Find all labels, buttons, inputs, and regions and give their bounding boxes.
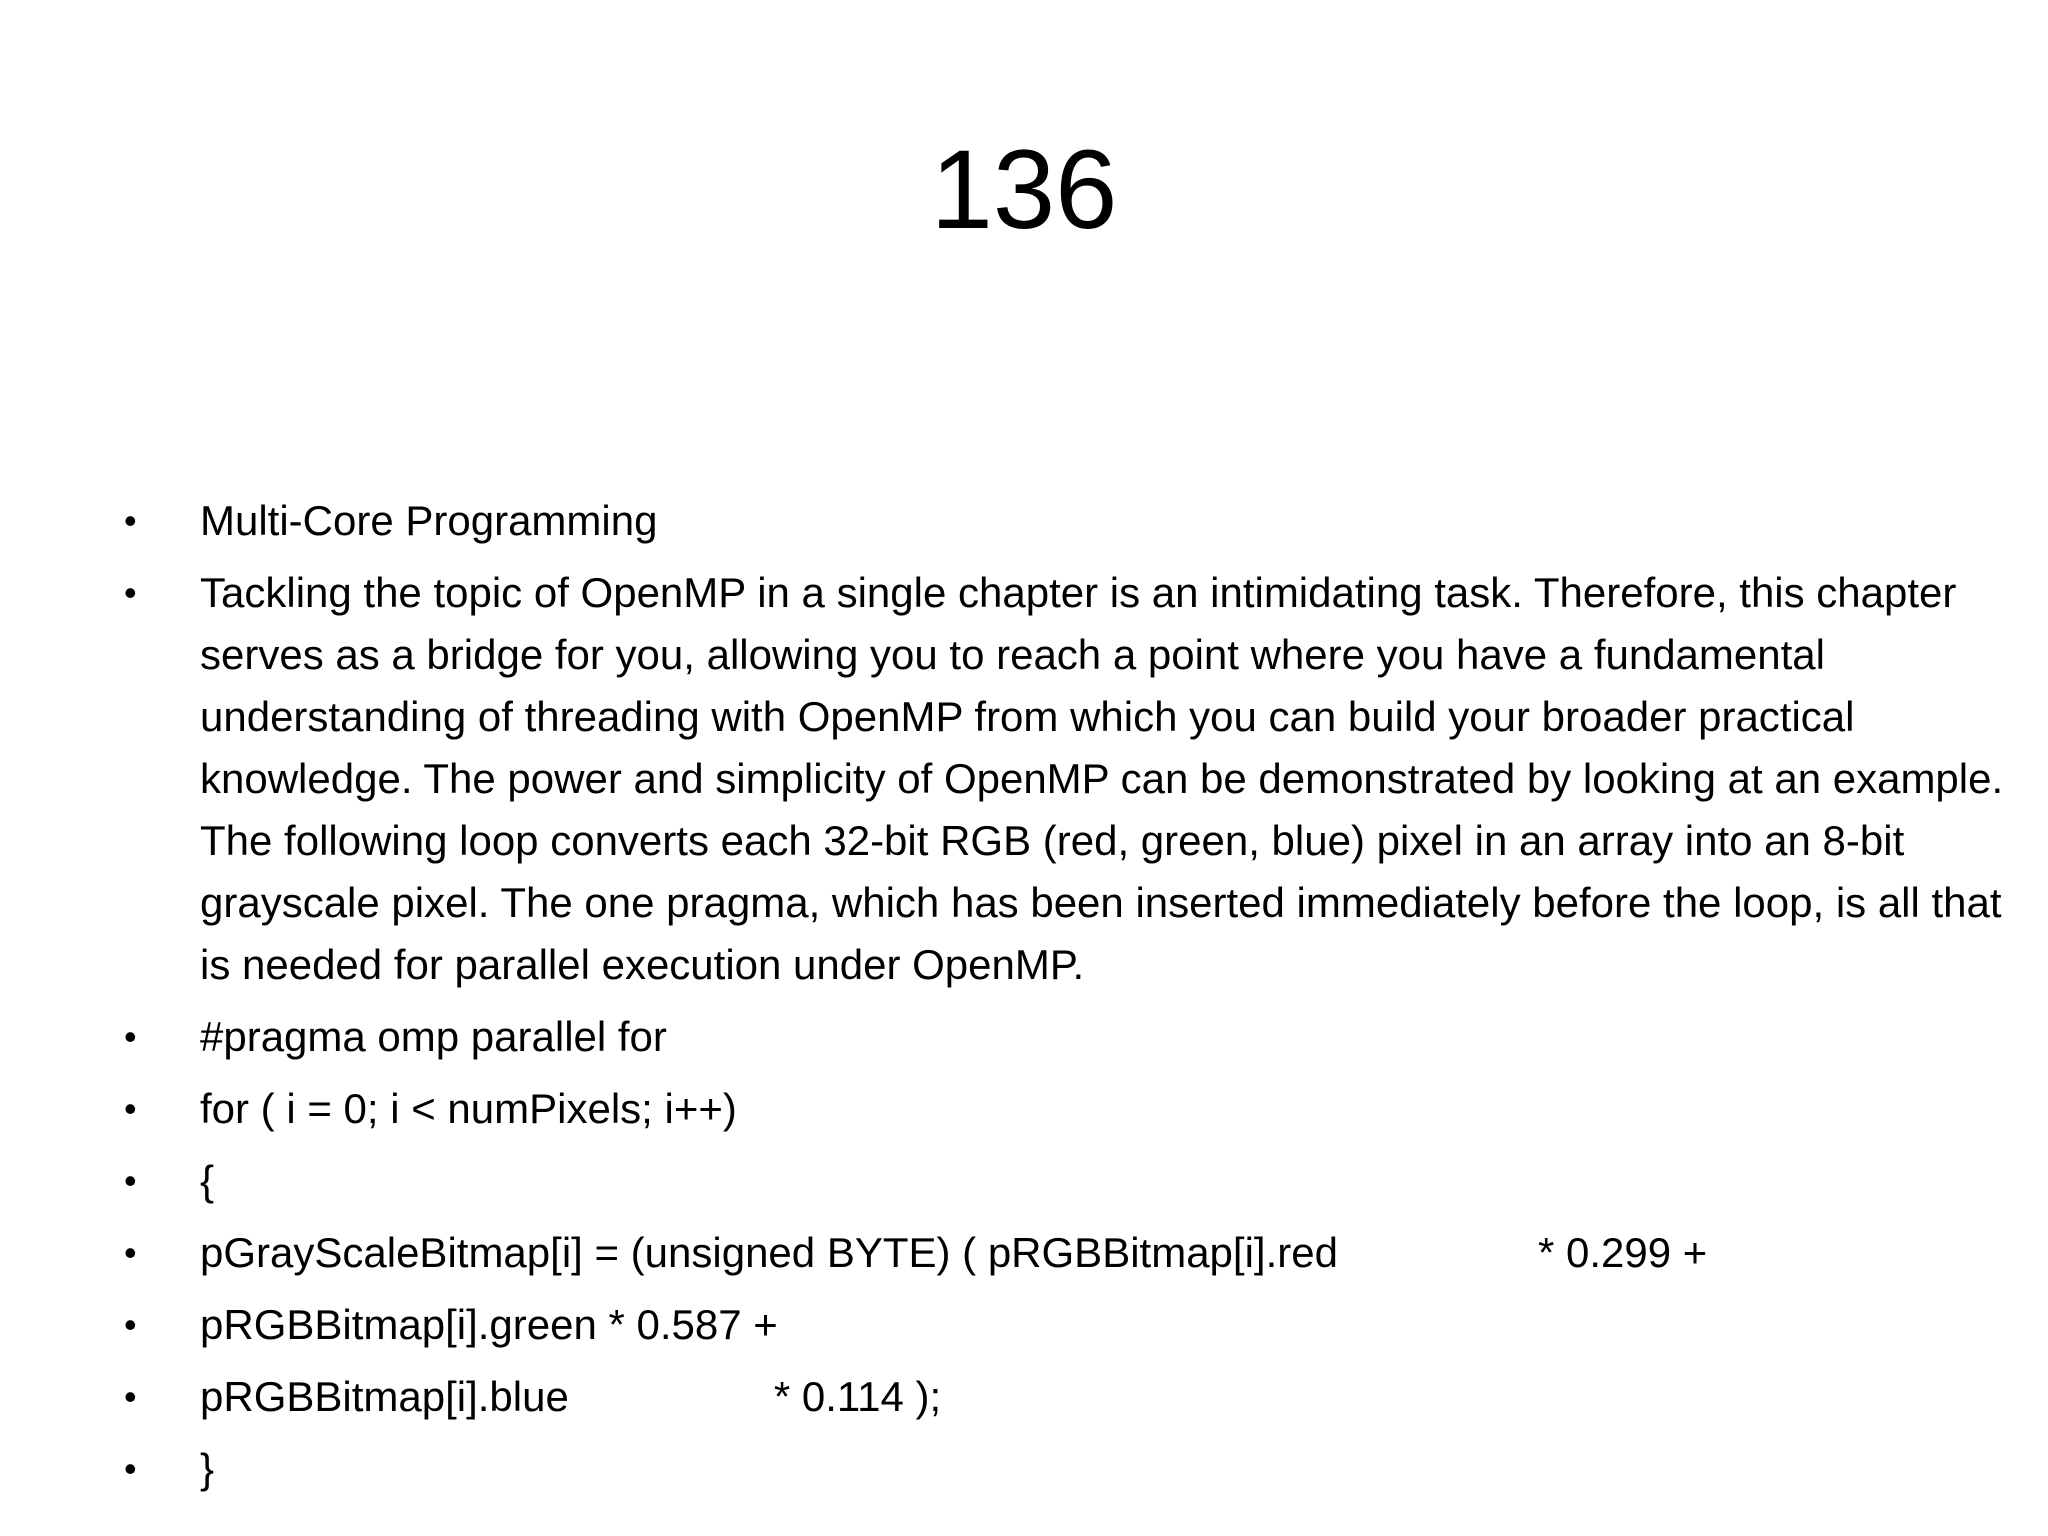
bullet-icon: • [124,1304,137,1345]
bullet-text: Tackling the topic of OpenMP in a single chapter is an intimidating task. Therefore, this chapter serves as a bridge for you, allowing you to reach a point where you have a fundamental understanding of threading with OpenMP from which you can build your broader practical knowledge. The power and simplicity of OpenMP can be demonstrated by looking at an example. The following loop converts each 32-bit RGB (red, green, blue) pixel in an array into an 8-bit grayscale pixel. The one pragma, which has been inserted immediately before the loop, is all that is needed for parallel execution under OpenMP. [200,569,2004,988]
bullet-item [120,562,2040,996]
bullet-icon: • [124,1448,137,1489]
bullet-item [120,1078,1940,1140]
bullet-icon: • [124,572,137,613]
bullet-icon: • [124,500,137,541]
code-line: for ( i = 0; i < numPixels; i++) [200,1085,737,1132]
code-line-left: pRGBBitmap[i].blue [200,1373,569,1420]
bullet-item [120,1438,1940,1500]
bullet-icon: • [124,1376,137,1417]
bullet-icon: • [124,1016,137,1057]
bullet-item [120,1294,1940,1356]
code-line: { [200,1157,215,1204]
bullet-list [120,490,2004,1510]
code-line-left: pGrayScaleBitmap[i] = (unsigned BYTE) ( pRGBBitmap[i].red [200,1229,1338,1276]
bullet-item [120,1006,1940,1068]
bullet-icon: • [124,1160,137,1201]
bullet-icon: • [124,1232,137,1273]
bullet-text: Multi-Core Programming [200,497,658,544]
bullet-item [120,490,1940,552]
bullet-item [120,1366,1940,1428]
bullet-item [120,1150,1940,1212]
code-line: #pragma omp parallel for [200,1013,667,1060]
code-line: pRGBBitmap[i].green * 0.587 + [200,1301,778,1348]
bullet-item [120,1222,1940,1284]
code-line-right: * 0.114 ); [773,1373,942,1420]
code-line-right: * 0.299 + [1537,1229,1708,1276]
code-line: } [200,1445,215,1492]
bullet-icon: • [124,1088,137,1129]
slide-title: 136 [930,127,1118,252]
